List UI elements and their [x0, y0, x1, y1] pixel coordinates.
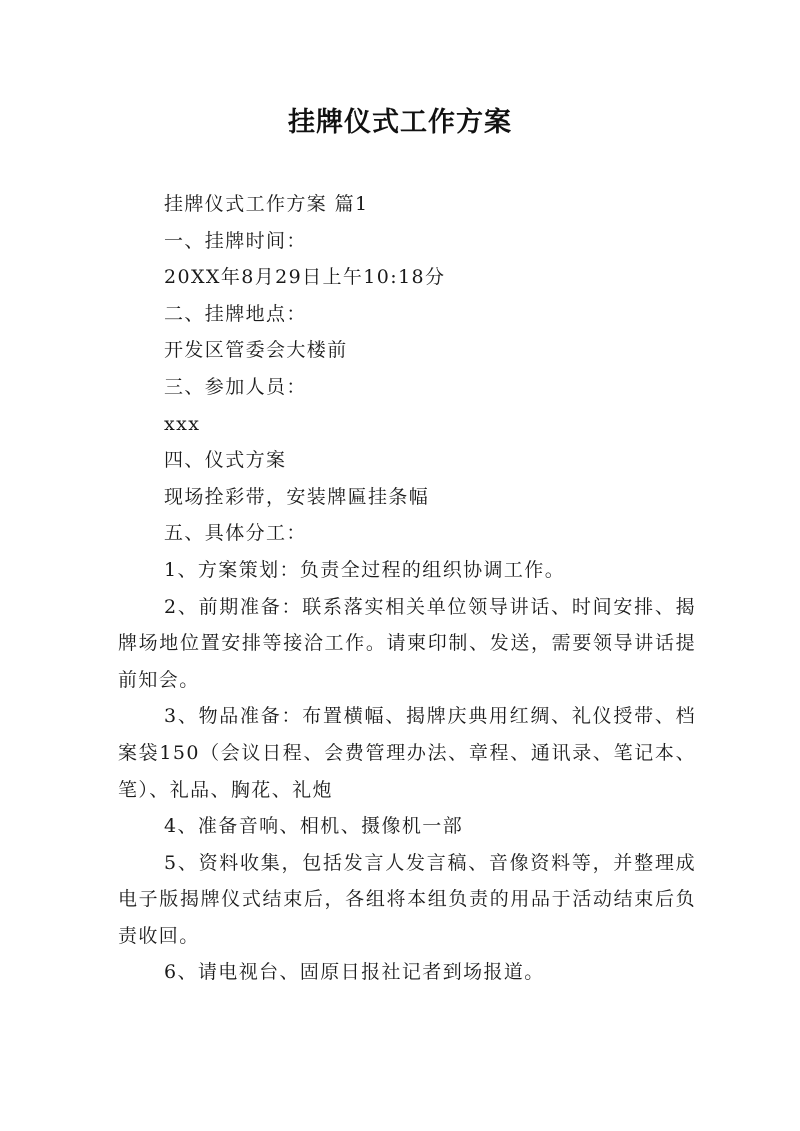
task-paragraph-2: 2、前期准备：联系落实相关单位领导讲话、时间安排、揭牌场地位置安排等接洽工作。请柬印制、发送，需要领导讲话提前知会。 — [118, 595, 696, 691]
task-paragraph-3: 3、物品准备：布置横幅、揭牌庆典用红绸、礼仪授带、档案袋150（会议日程、会费管理办法、章程、通讯录、笔记本、笔）、礼品、胸花、礼炮 — [118, 705, 696, 801]
ceremony-plan-label: 四、仪式方案 — [164, 449, 287, 472]
ceremony-plan-value: 现场拴彩带，安装牌匾挂条幅 — [164, 485, 430, 508]
participants-value: xxx — [164, 412, 201, 435]
participants-label: 三、参加人员： — [164, 375, 307, 398]
division-of-work-label: 五、具体分工： — [164, 522, 307, 545]
location-value: 开发区管委会大楼前 — [164, 339, 348, 362]
task-paragraph-4: 4、准备音响、相机、摄像机一部 — [164, 815, 464, 838]
time-value: 20XX年8月29日上午10:18分 — [164, 266, 446, 289]
document-body — [118, 186, 696, 991]
location-label: 二、挂牌地点： — [164, 302, 307, 325]
task-paragraph-5: 5、资料收集，包括发言人发言稿、音像资料等，并整理成电子版揭牌仪式结束后，各组将本组负责的用品于活动结束后负责收回。 — [118, 851, 696, 947]
task-paragraph-1: 1、方案策划：负责全过程的组织协调工作。 — [164, 558, 566, 581]
time-label: 一、挂牌时间： — [164, 229, 307, 252]
document-title: 挂牌仪式工作方案 — [288, 107, 512, 138]
task-paragraph-6: 6、请电视台、固原日报社记者到场报道。 — [164, 961, 545, 984]
section-heading: 挂牌仪式工作方案 篇1 — [164, 193, 369, 215]
